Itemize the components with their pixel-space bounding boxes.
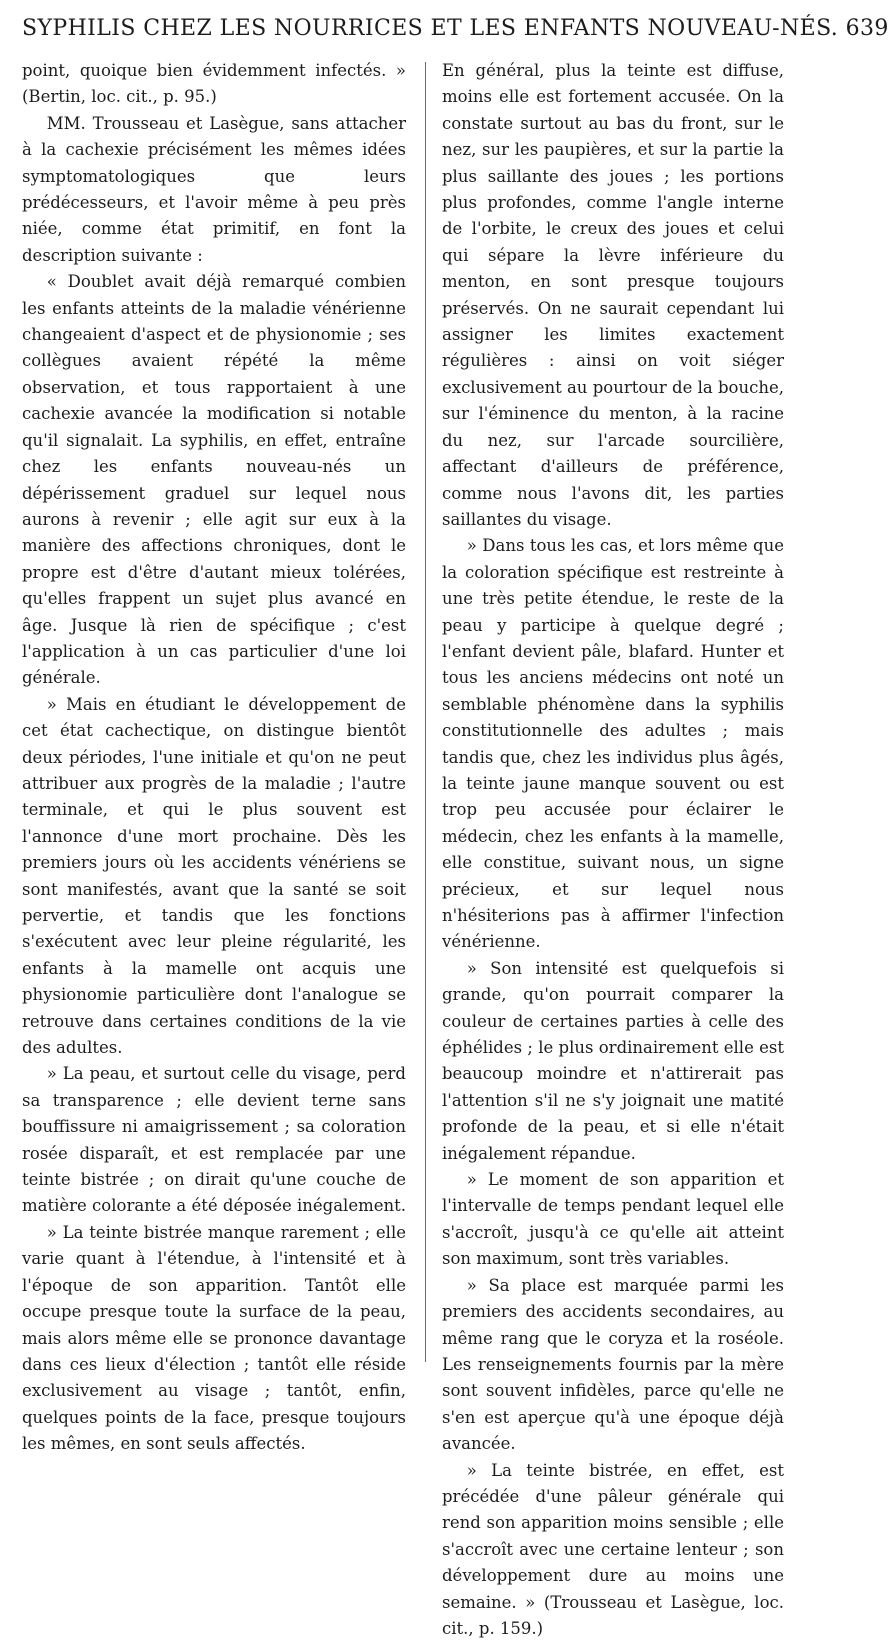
left-column: [22, 58, 406, 1458]
right-column: [442, 58, 784, 1642]
paragraph: « Doublet avait déjà remarqué combien les enfants atteints de la maladie vénérienne changeaient d'aspect et de physionomie ; ses collègues avaient répété la même observation, et tous rapportaient à une cachexie avancée la modification si notable qu'il signalait. La syphilis, en effet, entraîne chez les enfants nouveau-nés un dépérissement graduel sur lequel nous aurons à revenir ; elle agit sur eux à la manière des affections chroniques, dont le propre est d'être d'autant mieux tolérées, qu'elles frappent un sujet plus avancé en âge. Jusque là rien de spécifique ; c'est l'application à un cas particulier d'une loi générale.: [22, 272, 406, 688]
paragraph: MM. Trousseau et Lasègue, sans attacher à la cachexie précisément les mêmes idées symptomatologiques que leurs prédécesseurs, et l'avoir même à peu près niée, comme état primitif, en font la description suivante :: [22, 113, 406, 265]
paragraph: En général, plus la teinte est diffuse, moins elle est fortement accusée. On la constate surtout au bas du front, sur le nez, sur les paupières, et sur la partie la plus saillante des joues ; les portions plus profondes, comme l'angle interne de l'orbite, le creux des joues et celui qui sépare la lèvre inférieure du menton, en sont presque toujours préservés. On ne saurait cependant lui assigner les limites exactement régulières : ainsi on voit siéger exclusivement au pourtour de la bouche, sur l'éminence du menton, à la racine du nez, sur l'arcade sourcilière, affectant d'ailleurs de préférence, comme nous l'avons dit, les parties saillantes du visage.: [442, 61, 784, 529]
paragraph: point, quoique bien évidemment infectés. » (Bertin, loc. cit., p. 95.): [22, 61, 406, 107]
paragraph: » Sa place est marquée parmi les premiers des accidents secondaires, au même rang que le coryza et la roséole. Les renseignements fournis par la mère sont souvent infidèles, parce qu'elle ne s'en est aperçue qu'à une époque déjà avancée.: [442, 1275, 784, 1454]
paragraph: » Son intensité est quelquefois si grande, qu'on pourrait comparer la couleur de certaines parties à celle des éphélides ; le plus ordinairement elle est beaucoup moindre et n'attirerait pas l'attention s'il ne s'y joignait une matité profonde de la peau, et si elle n'était inégalement répandue.: [442, 958, 784, 1163]
paragraph: » La peau, et surtout celle du visage, perd sa transparence ; elle devient terne sans bouffissure ni amaigrissement ; sa coloration rosée disparaît, et est remplacée par une teinte bistrée ; on dirait qu'une couche de matière colorante a été déposée inégalement.: [22, 1064, 407, 1216]
column-divider: [425, 62, 426, 1362]
running-header: SYPHILIS CHEZ LES NOURRICES ET LES ENFANTS NOUVEAU-NÉS. 639: [22, 16, 889, 41]
paragraph: » Dans tous les cas, et lors même que la coloration spécifique est restreinte à une très petite étendue, le reste de la peau y participe à quelque degré ; l'enfant devient pâle, blafard. Hunter et tous les anciens médecins ont noté un semblable phénomène dans la syphilis constitutionnelle des adultes ; mais tandis que, chez les individus plus âgés, la teinte jaune manque souvent ou est trop peu accusée pour éclairer le médecin, chez les enfants à la mamelle, elle constitue, suivant nous, un signe précieux, et sur lequel nous n'hésiterions pas à affirmer l'infection vénérienne.: [442, 536, 784, 952]
paragraph: » La teinte bistrée, en effet, est précédée d'une pâleur générale qui rend son apparition moins sensible ; elle s'accroît avec une certaine lenteur ; son développement dure au moins une semaine. » (Trousseau et Lasègue, loc. cit., p. 159.): [442, 1460, 784, 1638]
paragraph: » La teinte bistrée manque rarement ; elle varie quant à l'étendue, à l'intensité et à l'époque de son apparition. Tantôt elle occupe presque toute la surface de la peau, mais alors même elle se prononce davantage dans ces lieux d'élection ; tantôt elle réside exclusivement au visage ; tantôt, enfin, quelques points de la face, presque toujours les mêmes, en sont seuls affectés.: [22, 1222, 406, 1454]
paragraph: » Le moment de son apparition et l'intervalle de temps pendant lequel elle s'accroît, jusqu'à ce qu'elle ait atteint son maximum, sont très variables.: [442, 1170, 784, 1269]
paragraph: » Mais en étudiant le développement de cet état cachectique, on distingue bientôt deux périodes, l'une initiale et qu'on ne peut attribuer aux progrès de la maladie ; l'autre terminale, et qui le plus souvent est l'annonce d'une mort prochaine. Dès les premiers jours où les accidents vénériens se sont manifestés, avant que la santé se soit pervertie, et tandis que les fonctions s'exécutent avec leur pleine régularité, les enfants à la mamelle ont acquis une physionomie particulière dont l'analogue se retrouve dans certaines conditions de la vie des adultes.: [22, 694, 406, 1058]
